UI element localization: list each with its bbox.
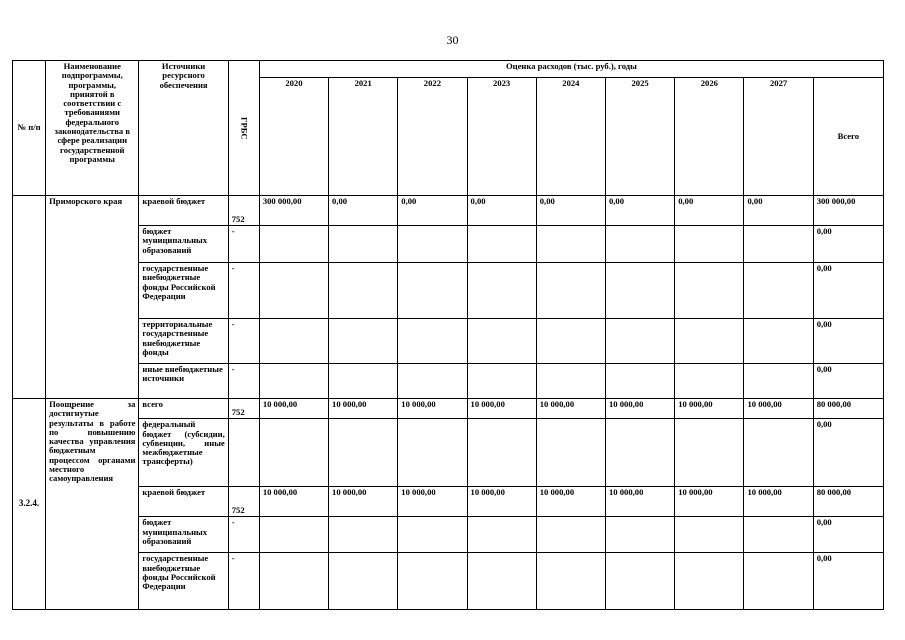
source-label: территориальные государственные внебюджетные фонды	[139, 319, 228, 364]
source-label: бюджет муниципальных образований	[139, 226, 228, 263]
table-row	[13, 399, 884, 419]
total-cell: 0,00	[813, 364, 883, 399]
source-label: иные внебюджетные источники	[139, 364, 228, 399]
grbs-code: -	[228, 517, 259, 553]
value-cell: 10 000,00	[398, 487, 467, 517]
table-row	[13, 419, 884, 487]
grbs-code: -	[228, 553, 259, 610]
header-name: Наименование подпрограммы, программы, принятой в соответствии с требованиями федерального законодательства в сфере реализации государственной программы	[46, 61, 139, 196]
header-no: № п/п	[13, 61, 46, 196]
grbs-code	[228, 419, 259, 487]
value-cell: 10 000,00	[398, 399, 467, 419]
source-label: федеральный бюджет (субсидии, субвенции, иные межбюджетные трансферты)	[139, 419, 228, 487]
value-cell: 10 000,00	[259, 399, 328, 419]
budget-table	[12, 60, 884, 610]
value-cell: 10 000,00	[536, 487, 605, 517]
value-cell: 10 000,00	[467, 399, 536, 419]
total-cell: 0,00	[813, 419, 883, 487]
header-year: 2025	[605, 78, 674, 196]
header-year: 2027	[744, 78, 813, 196]
value-cell: 10 000,00	[329, 399, 398, 419]
value-cell: 0,00	[605, 196, 674, 226]
header-year: 2024	[536, 78, 605, 196]
source-label: краевой бюджет	[139, 196, 228, 226]
value-cell: 10 000,00	[605, 399, 674, 419]
header-year: 2026	[675, 78, 744, 196]
grbs-code: 752	[228, 399, 259, 419]
total-cell: 0,00	[813, 263, 883, 319]
header-year: 2022	[398, 78, 467, 196]
value-cell: 10 000,00	[744, 399, 813, 419]
header-year: 2021	[329, 78, 398, 196]
value-cell: 10 000,00	[536, 399, 605, 419]
header-source: Источники ресурсного обеспечения	[139, 61, 228, 196]
table-row	[13, 553, 884, 610]
table-header	[13, 61, 884, 196]
table-row	[13, 263, 884, 319]
row-code: 3.2.4.	[13, 399, 46, 610]
row-code-empty	[13, 196, 46, 399]
value-cell: 10 000,00	[467, 487, 536, 517]
table-row	[13, 319, 884, 364]
value-cell: 0,00	[329, 196, 398, 226]
source-label: всего	[139, 399, 228, 419]
header-year: 2020	[259, 78, 328, 196]
total-cell: 0,00	[813, 226, 883, 263]
table-row	[13, 196, 884, 226]
value-cell: 300 000,00	[259, 196, 328, 226]
grbs-code: -	[228, 364, 259, 399]
total-cell: 0,00	[813, 517, 883, 553]
grbs-code: 752	[228, 487, 259, 517]
program-name: Приморского края	[46, 196, 139, 399]
value-cell: 10 000,00	[675, 399, 744, 419]
total-cell: 0,00	[813, 319, 883, 364]
header-year: 2023	[467, 78, 536, 196]
source-label: государственные внебюджетные фонды Российской Федерации	[139, 553, 228, 610]
source-label: краевой бюджет	[139, 487, 228, 517]
value-cell: 10 000,00	[605, 487, 674, 517]
value-cell: 10 000,00	[259, 487, 328, 517]
header-estimate: Оценка расходов (тыс. руб.), годы	[259, 61, 883, 78]
program-name: Поощрение за достигнутые результаты в работе по повышению качества управления бюджетным процессом органами местного самоуправления	[46, 399, 139, 610]
value-cell: 10 000,00	[744, 487, 813, 517]
table-row	[13, 487, 884, 517]
grbs-code: -	[228, 263, 259, 319]
value-cell: 0,00	[536, 196, 605, 226]
value-cell: 0,00	[398, 196, 467, 226]
grbs-code: -	[228, 226, 259, 263]
table-row	[13, 364, 884, 399]
page-number: 30	[446, 33, 459, 47]
value-cell: 0,00	[467, 196, 536, 226]
grbs-code: -	[228, 319, 259, 364]
total-cell: 300 000,00	[813, 196, 883, 226]
table-row	[13, 226, 884, 263]
total-cell: 80 000,00	[813, 487, 883, 517]
header-total: Всего	[813, 78, 883, 196]
total-cell: 0,00	[813, 553, 883, 610]
total-cell: 80 000,00	[813, 399, 883, 419]
header-grbs: ГРБС	[228, 61, 259, 196]
value-cell: 0,00	[675, 196, 744, 226]
grbs-code: 752	[228, 196, 259, 226]
source-label: бюджет муниципальных образований	[139, 517, 228, 553]
value-cell: 10 000,00	[675, 487, 744, 517]
source-label: государственные внебюджетные фонды Российской Федерации	[139, 263, 228, 319]
value-cell: 10 000,00	[329, 487, 398, 517]
table-row	[13, 517, 884, 553]
value-cell: 0,00	[744, 196, 813, 226]
